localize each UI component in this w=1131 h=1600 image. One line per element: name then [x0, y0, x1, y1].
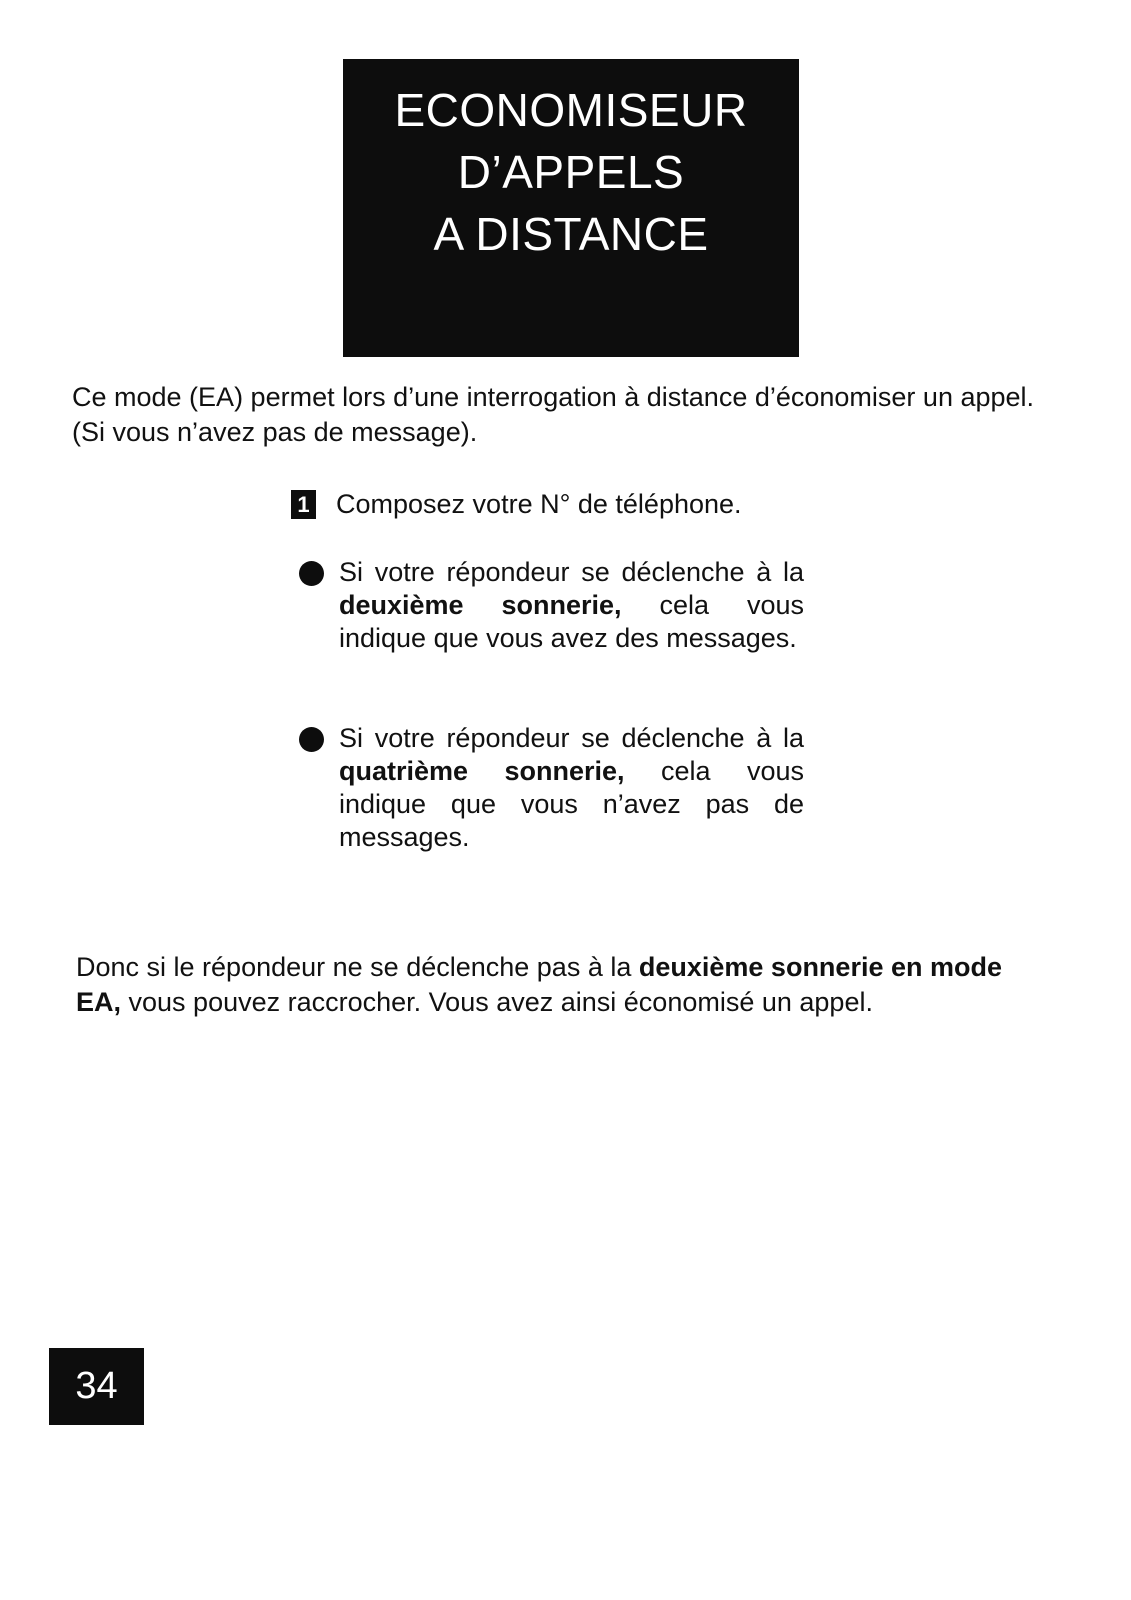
title-line-2: D’APPELS — [457, 146, 685, 198]
bullet-text-bold: deuxième sonnerie, — [339, 590, 622, 620]
bullet-text-after: cela vous indique que vous n’avez pas de messages. — [339, 756, 804, 852]
step-1 — [291, 487, 851, 522]
bullet-text — [339, 556, 804, 655]
bullet-text-bold: quatrième sonnerie, — [339, 756, 625, 786]
bullet-dot-icon — [299, 561, 324, 586]
bullet-text-after: cela vous indique que vous avez des messages. — [339, 590, 804, 653]
bullet-text-before: Si votre répondeur se déclenche à la — [339, 723, 804, 753]
bullet-dot-icon — [299, 727, 324, 752]
title-line-3: A DISTANCE — [433, 208, 709, 260]
bullet-text-before: Si votre répondeur se déclenche à la — [339, 557, 804, 587]
title-line-1: ECONOMISEUR — [394, 84, 748, 136]
step-number-badge: 1 — [291, 490, 316, 519]
step-text: Composez votre N° de téléphone. — [336, 489, 742, 519]
conclusion-paragraph — [76, 950, 1036, 1020]
bullet-item — [299, 722, 804, 854]
page-number-badge: 34 — [49, 1348, 144, 1425]
conclusion-text-after: vous pouvez raccrocher. Vous avez ainsi économisé un appel. — [121, 987, 873, 1017]
bullet-text — [339, 722, 804, 854]
conclusion-text-bold: deuxième sonnerie en mode EA, — [76, 952, 1002, 1017]
bullet-item — [299, 556, 804, 655]
conclusion-text-before: Donc si le répondeur ne se déclenche pas à la — [76, 952, 639, 982]
intro-paragraph: Ce mode (EA) permet lors d’une interrogation à distance d’économiser un appel. (Si vous n’avez pas de message). — [72, 382, 1035, 447]
title-banner — [343, 59, 799, 357]
